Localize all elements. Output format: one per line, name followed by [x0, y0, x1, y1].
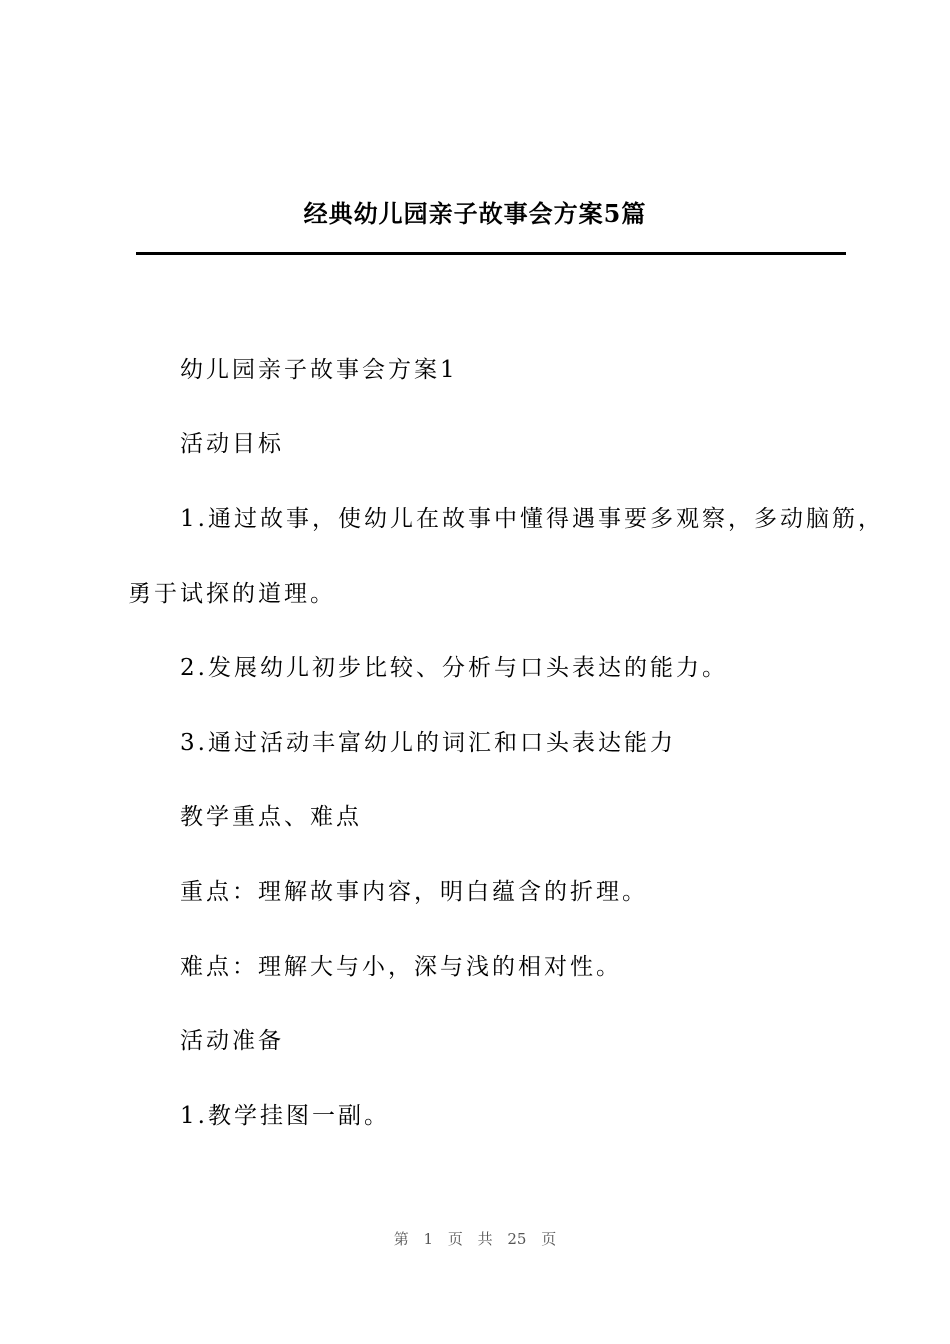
document-title: 经典幼儿园亲子故事会方案5篇 [303, 199, 647, 228]
page-footer: 第 1 页 共 25 页 [393, 1230, 557, 1248]
goal-1-line-2: 勇于试探的道理。 [128, 581, 336, 607]
goal-1-line-1: 1.通过故事，使幼儿在故事中懂得遇事要多观察，多动脑筋， [180, 506, 884, 532]
goal-3: 3.通过活动丰富幼儿的词汇和口头表达能力 [180, 730, 676, 756]
section-heading-plan-1: 幼儿园亲子故事会方案1 [180, 357, 458, 383]
preparation-item-1: 1.教学挂图一副。 [180, 1103, 390, 1129]
title-underline [136, 252, 846, 255]
heading-key-points: 教学重点、难点 [180, 804, 362, 830]
difficulty-point: 难点：理解大与小，深与浅的相对性。 [180, 954, 622, 980]
goal-2: 2.发展幼儿初步比较、分析与口头表达的能力。 [180, 655, 728, 681]
heading-activity-goals: 活动目标 [180, 431, 284, 457]
key-point: 重点：理解故事内容，明白蕴含的折理。 [180, 879, 648, 905]
heading-preparation: 活动准备 [180, 1028, 284, 1054]
